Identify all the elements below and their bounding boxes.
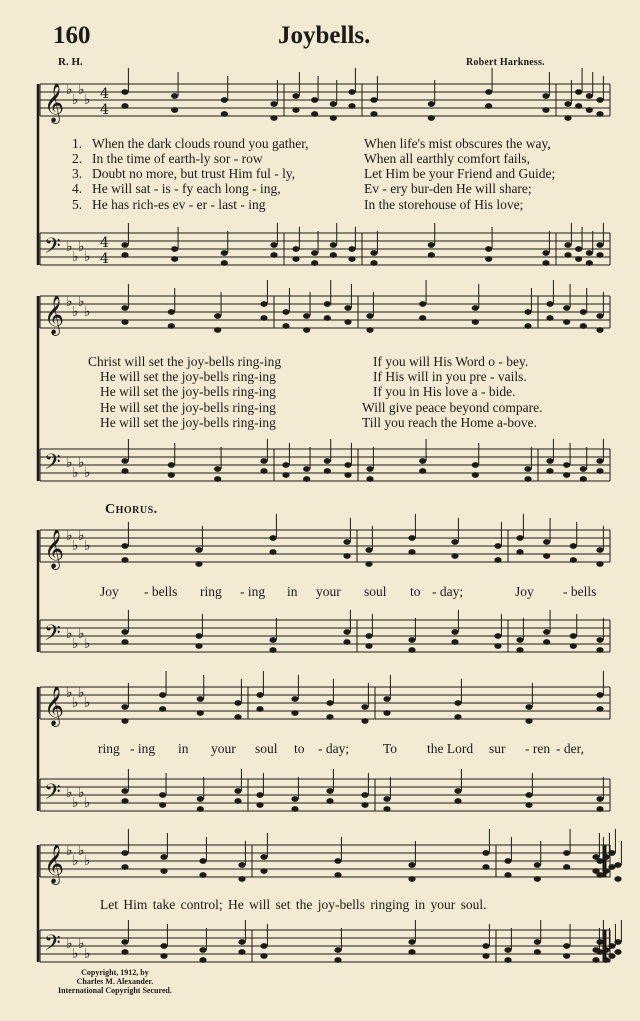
verse-line-a: He has rich-es ev - er - last - ing (92, 197, 266, 212)
svg-text:♭: ♭ (66, 936, 73, 952)
svg-text:♭: ♭ (78, 82, 85, 98)
chorus-syllable: - ing (240, 584, 266, 599)
chorus-syllable: your (316, 584, 341, 599)
svg-text:♭: ♭ (84, 636, 91, 652)
svg-text:♭: ♭ (78, 239, 85, 255)
refrain-line-a: He will set the joy-bells ring-ing (100, 400, 276, 415)
verse-number: 1. (72, 136, 83, 151)
svg-text:𝄢: 𝄢 (44, 931, 61, 961)
chorus-syllable: Joy (100, 584, 119, 599)
chorus-syllable: in (287, 584, 298, 599)
svg-text:♭: ♭ (84, 795, 91, 811)
refrain-line-b: If you in His love a - bide. (373, 384, 516, 399)
svg-text:♭: ♭ (72, 249, 79, 265)
svg-text:♭: ♭ (66, 294, 73, 310)
chorus-syllable: - day; (432, 584, 464, 599)
svg-text:𝄢: 𝄢 (44, 780, 61, 810)
chorus-syllable: soul (364, 584, 387, 599)
chorus-syllable: - ing (130, 741, 156, 756)
refrain-line-b: Till you reach the Home a-bove. (362, 415, 537, 430)
chorus-syllable: - bells (144, 584, 178, 599)
chorus-syllable: soul (255, 741, 278, 756)
chorus-syllable: the Lord (427, 741, 474, 756)
verse-line-a: Doubt no more, but trust Him ful - ly, (92, 166, 296, 181)
refrain-line-a: He will set the joy-bells ring-ing (100, 384, 276, 399)
chorus-syllable: sur (489, 741, 506, 756)
svg-text:♭: ♭ (78, 936, 85, 952)
svg-text:♭: ♭ (72, 795, 79, 811)
refrain-line-a: He will set the joy-bells ring-ing (100, 369, 276, 384)
svg-text:♭: ♭ (84, 304, 91, 320)
svg-text:𝄞: 𝄞 (44, 844, 65, 884)
svg-text:♭: ♭ (78, 528, 85, 544)
svg-text:♭: ♭ (72, 946, 79, 962)
chorus-syllable: in (178, 741, 189, 756)
verse-line-a: In the time of earth-ly sor - row (92, 151, 263, 166)
svg-text:♭: ♭ (84, 465, 91, 481)
svg-text:𝄢: 𝄢 (44, 234, 61, 264)
svg-text:𝄞: 𝄞 (44, 686, 65, 726)
svg-text:4: 4 (100, 86, 109, 102)
chorus-syllable: - ren (525, 741, 551, 756)
svg-text:♭: ♭ (78, 455, 85, 471)
svg-text:𝄞: 𝄞 (44, 529, 65, 569)
refrain-line-b: If you will His Word o - bey. (373, 354, 529, 369)
svg-text:♭: ♭ (66, 843, 73, 859)
chorus-label: Chorus. (105, 502, 158, 517)
svg-text:♭: ♭ (78, 785, 85, 801)
svg-text:4: 4 (100, 235, 109, 251)
verse-line-b: When all earthly comfort fails, (364, 151, 531, 166)
svg-text:♭: ♭ (84, 538, 91, 554)
verse-number: 2. (72, 151, 83, 166)
svg-text:𝄢: 𝄢 (44, 450, 61, 480)
hymn-title: Joybells. (278, 22, 371, 49)
svg-text:♭: ♭ (72, 465, 79, 481)
chorus-syllable: your (211, 741, 236, 756)
refrain-line-a: He will set the joy-bells ring-ing (100, 415, 276, 430)
svg-text:4: 4 (100, 102, 109, 118)
verse-number: 5. (72, 197, 83, 212)
svg-text:𝄞: 𝄞 (44, 295, 65, 335)
verse-line-a: When the dark clouds round you gather, (92, 136, 309, 151)
svg-text:♭: ♭ (84, 946, 91, 962)
chorus-syllable: - bells (563, 584, 597, 599)
svg-text:♭: ♭ (78, 843, 85, 859)
verse-number: 3. (72, 166, 83, 181)
svg-text:♭: ♭ (72, 92, 79, 108)
svg-text:♭: ♭ (66, 455, 73, 471)
svg-text:♭: ♭ (72, 695, 79, 711)
svg-text:♭: ♭ (72, 538, 79, 554)
chorus-lyrics-line-3: Let Him take control; He will set the joy-bells ringing in your soul. (100, 897, 487, 912)
svg-text:♭: ♭ (66, 785, 73, 801)
svg-text:𝄞: 𝄞 (44, 83, 65, 123)
svg-text:♭: ♭ (84, 249, 91, 265)
chorus-syllable: to (294, 741, 305, 756)
chorus-syllable: ring (200, 584, 222, 599)
svg-text:♭: ♭ (66, 82, 73, 98)
verse-line-b: Ev - ery bur-den He will share; (364, 181, 532, 196)
chorus-syllable: Joy (515, 584, 534, 599)
verse-line-a: He will sat - is - fy each long - ing, (92, 181, 281, 196)
copyright-line: International Copyright Secured. (58, 986, 172, 995)
copyright-line: Charles M. Alexander. (76, 977, 154, 986)
refrain-line-a: Christ will set the joy-bells ring-ing (88, 354, 282, 369)
svg-text:♭: ♭ (72, 853, 79, 869)
svg-text:♭: ♭ (72, 636, 79, 652)
svg-text:♭: ♭ (66, 685, 73, 701)
svg-text:♭: ♭ (78, 685, 85, 701)
verse-line-b: In the storehouse of His love; (364, 197, 524, 212)
hymn-number: 160 (53, 22, 91, 49)
copyright-notice (58, 968, 172, 995)
svg-text:𝄢: 𝄢 (44, 621, 61, 651)
copyright-line: Copyright, 1912, by (81, 968, 149, 977)
svg-text:4: 4 (100, 251, 109, 267)
chorus-syllable: - der, (556, 741, 584, 756)
chorus-syllable: - day; (318, 741, 350, 756)
verse-line-b: Let Him be your Friend and Guide; (364, 166, 556, 181)
svg-text:♭: ♭ (72, 304, 79, 320)
svg-text:♭: ♭ (66, 626, 73, 642)
svg-text:♭: ♭ (84, 695, 91, 711)
refrain-line-b: Will give peace beyond compare. (362, 400, 543, 415)
chorus-syllable: To (383, 741, 398, 756)
svg-text:♭: ♭ (78, 626, 85, 642)
chorus-syllable: to (410, 584, 421, 599)
svg-text:♭: ♭ (78, 294, 85, 310)
refrain-line-b: If His will in you pre - vails. (373, 369, 527, 384)
svg-text:♭: ♭ (84, 92, 91, 108)
composer-credit: Robert Harkness. (466, 57, 545, 68)
verse-number: 4. (72, 181, 83, 196)
verse-line-b: When life's mist obscures the way, (364, 136, 551, 151)
lyricist-credit: R. H. (58, 56, 83, 68)
svg-text:♭: ♭ (84, 853, 91, 869)
svg-text:♭: ♭ (66, 528, 73, 544)
chorus-syllable: ring (98, 741, 120, 756)
svg-text:♭: ♭ (66, 239, 73, 255)
